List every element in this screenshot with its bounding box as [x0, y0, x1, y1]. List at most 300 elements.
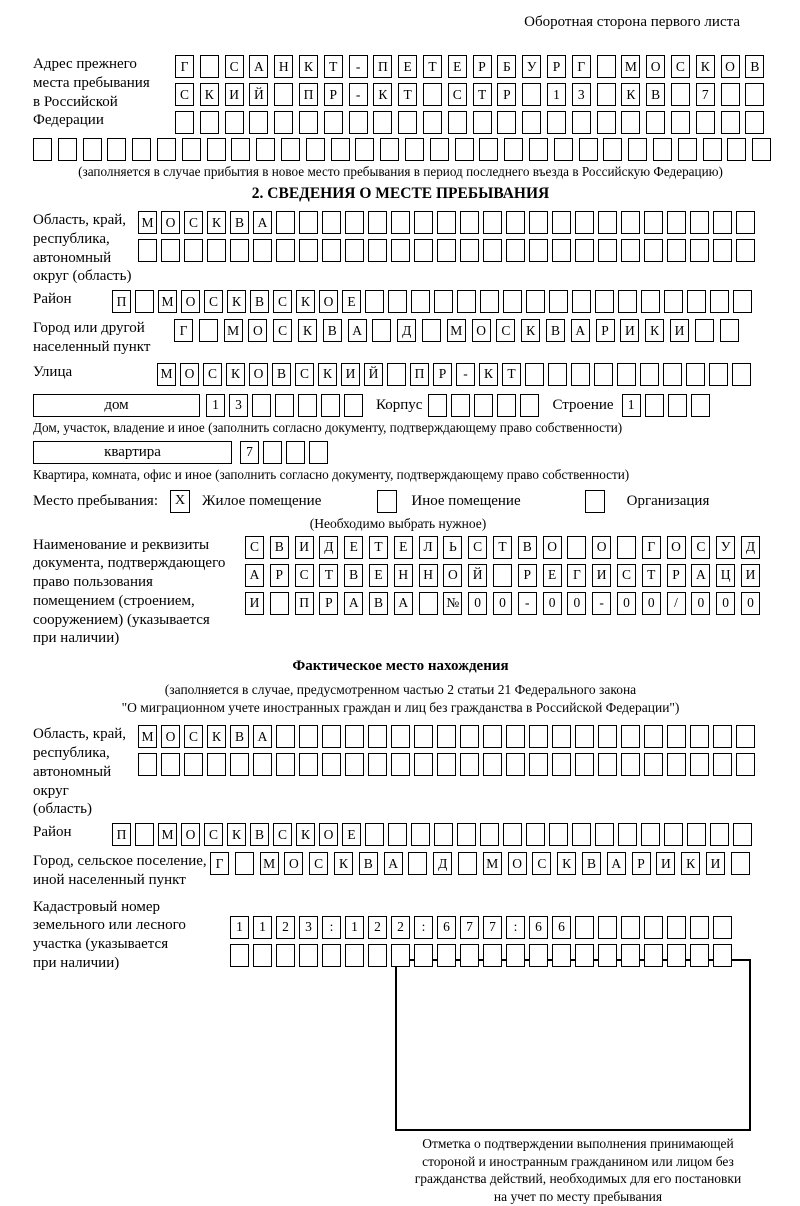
char-cell: [365, 290, 384, 313]
char-cell: [483, 753, 502, 776]
char-cell: К: [207, 211, 226, 234]
char-cell: П: [112, 290, 131, 313]
char-cell: Е: [394, 536, 413, 559]
char-cell: К: [207, 725, 226, 748]
char-cell: [667, 916, 686, 939]
char-cell: [721, 83, 740, 106]
char-cell: [618, 290, 637, 313]
char-cell: :: [322, 916, 341, 939]
char-cell: [373, 111, 392, 134]
char-cell: [200, 111, 219, 134]
char-cell: [597, 83, 616, 106]
char-cell: В: [546, 319, 565, 342]
document-row-2: [245, 564, 760, 587]
char-cell: [437, 944, 456, 967]
char-cell: С: [184, 725, 203, 748]
char-cell: [299, 239, 318, 262]
char-cell: [331, 138, 350, 161]
char-cell: И: [592, 564, 611, 587]
char-cell: [460, 944, 479, 967]
char-cell: [368, 239, 387, 262]
char-cell: О: [284, 852, 303, 875]
char-cell: [345, 211, 364, 234]
char-cell: [249, 111, 268, 134]
other-premises-checkbox: [377, 490, 397, 513]
char-cell: [479, 138, 498, 161]
char-cell: В: [518, 536, 537, 559]
char-cell: С: [245, 536, 264, 559]
char-cell: С: [295, 564, 314, 587]
char-cell: 3: [572, 83, 591, 106]
char-cell: С: [671, 55, 690, 78]
char-cell: [668, 394, 687, 417]
char-cell: [276, 944, 295, 967]
char-cell: Т: [398, 83, 417, 106]
char-cell: [572, 111, 591, 134]
char-cell: [736, 753, 755, 776]
char-cell: [552, 725, 571, 748]
char-cell: [437, 753, 456, 776]
char-cell: [575, 916, 594, 939]
char-cell: [745, 83, 764, 106]
char-cell: М: [158, 290, 177, 313]
char-cell: [571, 363, 590, 386]
char-cell: [388, 290, 407, 313]
char-cell: [572, 823, 591, 846]
char-cell: [460, 725, 479, 748]
char-cell: [667, 725, 686, 748]
char-cell: [617, 363, 636, 386]
char-cell: [391, 753, 410, 776]
char-cell: [276, 239, 295, 262]
char-cell: [184, 239, 203, 262]
street-row: [33, 363, 768, 386]
char-cell: О: [161, 725, 180, 748]
char-cell: В: [582, 852, 601, 875]
char-cell: [667, 211, 686, 234]
char-cell: Т: [642, 564, 661, 587]
char-cell: [548, 363, 567, 386]
char-cell: С: [448, 83, 467, 106]
char-cell: [621, 916, 640, 939]
char-cell: И: [741, 564, 760, 587]
char-cell: [506, 211, 525, 234]
char-cell: [598, 753, 617, 776]
char-cell: [690, 916, 709, 939]
char-cell: А: [571, 319, 590, 342]
char-cell: О: [319, 823, 338, 846]
char-cell: [720, 319, 739, 342]
char-cell: 2: [391, 916, 410, 939]
char-cell: [263, 441, 282, 464]
char-cell: [567, 536, 586, 559]
char-cell: М: [138, 725, 157, 748]
char-cell: И: [706, 852, 725, 875]
char-cell: 0: [741, 592, 760, 615]
apartment-caption: Квартира, комната, офис и иное (заполнить согласно документу, подтверждающему право собственности): [33, 466, 630, 482]
char-cell: [345, 725, 364, 748]
char-cell: [391, 944, 410, 967]
city-cells: [174, 319, 739, 342]
char-cell: [274, 111, 293, 134]
char-cell: П: [112, 823, 131, 846]
char-cell: 7: [483, 916, 502, 939]
char-cell: [664, 290, 683, 313]
char-cell: [235, 852, 254, 875]
char-cell: -: [518, 592, 537, 615]
char-cell: Т: [319, 564, 338, 587]
char-cell: А: [348, 319, 367, 342]
char-cell: М: [224, 319, 243, 342]
organization-checkbox: [585, 490, 605, 513]
char-cell: [667, 239, 686, 262]
other-premises-label: Иное помещение: [411, 492, 521, 509]
char-cell: Т: [502, 363, 521, 386]
city-row: [33, 319, 768, 357]
char-cell: [710, 290, 729, 313]
char-cell: [713, 916, 732, 939]
char-cell: [529, 725, 548, 748]
char-cell: [526, 823, 545, 846]
char-cell: [598, 239, 617, 262]
char-cell: У: [522, 55, 541, 78]
char-cell: [161, 753, 180, 776]
char-cell: [276, 753, 295, 776]
char-cell: [497, 111, 516, 134]
char-cell: [526, 290, 545, 313]
char-cell: К: [298, 319, 317, 342]
char-cell: [299, 111, 318, 134]
char-cell: В: [250, 290, 269, 313]
char-cell: [721, 111, 740, 134]
char-cell: Р: [324, 83, 343, 106]
char-cell: 2: [276, 916, 295, 939]
char-cell: Р: [667, 564, 686, 587]
char-cell: [618, 823, 637, 846]
char-cell: Й: [364, 363, 383, 386]
char-cell: [493, 564, 512, 587]
char-cell: [595, 290, 614, 313]
char-cell: [355, 138, 374, 161]
char-cell: Е: [344, 536, 363, 559]
char-cell: [480, 823, 499, 846]
char-cell: Й: [468, 564, 487, 587]
char-cell: [138, 239, 157, 262]
char-cell: В: [230, 725, 249, 748]
char-cell: А: [607, 852, 626, 875]
char-cell: К: [318, 363, 337, 386]
char-cell: М: [483, 852, 502, 875]
document-block: [33, 536, 768, 649]
actual-city-row: [33, 852, 768, 890]
char-cell: В: [344, 564, 363, 587]
char-cell: [460, 753, 479, 776]
actual-city-cells: [210, 852, 750, 875]
char-cell: И: [245, 592, 264, 615]
char-cell: О: [248, 319, 267, 342]
actual-location-note: (заполняется в случае, предусмотренном частью 2 статьи 21 Федерального закона "О миграционном учете иностранных граждан и лиц без гражданства в Российской Федерации"): [121, 682, 680, 716]
region-row-1: [138, 211, 755, 234]
residential-checkbox: X: [170, 490, 190, 513]
char-cell: [225, 111, 244, 134]
char-cell: [423, 111, 442, 134]
char-cell: [138, 753, 157, 776]
char-cell: О: [472, 319, 491, 342]
prev-address-row-2: [175, 83, 764, 106]
char-cell: И: [225, 83, 244, 106]
char-cell: [457, 290, 476, 313]
char-cell: М: [138, 211, 157, 234]
char-cell: О: [319, 290, 338, 313]
char-cell: М: [447, 319, 466, 342]
char-cell: [230, 944, 249, 967]
char-cell: Г: [642, 536, 661, 559]
char-cell: [411, 290, 430, 313]
char-cell: И: [341, 363, 360, 386]
char-cell: [525, 363, 544, 386]
char-cell: [506, 725, 525, 748]
char-cell: О: [181, 290, 200, 313]
char-cell: -: [349, 83, 368, 106]
char-cell: В: [250, 823, 269, 846]
char-cell: К: [645, 319, 664, 342]
char-cell: [322, 944, 341, 967]
char-cell: [256, 138, 275, 161]
char-cell: Г: [175, 55, 194, 78]
char-cell: [598, 944, 617, 967]
char-cell: [644, 239, 663, 262]
char-cell: :: [506, 916, 525, 939]
char-cell: [598, 211, 617, 234]
char-cell: С: [496, 319, 515, 342]
actual-district-row: [33, 823, 768, 846]
char-cell: О: [592, 536, 611, 559]
char-cell: [644, 725, 663, 748]
char-cell: У: [716, 536, 735, 559]
char-cell: [175, 111, 194, 134]
char-cell: [687, 290, 706, 313]
char-cell: Г: [567, 564, 586, 587]
char-cell: [713, 944, 732, 967]
char-cell: [687, 823, 706, 846]
char-cell: [252, 394, 271, 417]
char-cell: Г: [174, 319, 193, 342]
stamp-box: [395, 959, 751, 1131]
char-cell: В: [359, 852, 378, 875]
char-cell: С: [468, 536, 487, 559]
char-cell: [621, 725, 640, 748]
char-cell: Е: [398, 55, 417, 78]
char-cell: №: [443, 592, 462, 615]
char-cell: 0: [716, 592, 735, 615]
char-cell: 7: [460, 916, 479, 939]
char-cell: [299, 944, 318, 967]
char-cell: /: [667, 592, 686, 615]
char-cell: [529, 753, 548, 776]
actual-district-label: Район: [33, 824, 72, 841]
prev-address-label: Адрес прежнего места пребывания в Российской Федерации: [33, 56, 150, 129]
char-cell: :: [414, 916, 433, 939]
char-cell: М: [260, 852, 279, 875]
char-cell: К: [681, 852, 700, 875]
char-cell: К: [557, 852, 576, 875]
char-cell: Р: [497, 83, 516, 106]
char-cell: 0: [468, 592, 487, 615]
char-cell: [503, 290, 522, 313]
char-cell: [598, 725, 617, 748]
residential-label: Жилое помещение: [202, 492, 322, 509]
char-cell: М: [158, 823, 177, 846]
district-row: [33, 290, 768, 313]
page-header: Оборотная сторона первого листа: [524, 14, 740, 30]
char-cell: К: [521, 319, 540, 342]
char-cell: [713, 239, 732, 262]
char-cell: 0: [617, 592, 636, 615]
char-cell: [644, 916, 663, 939]
char-cell: Е: [448, 55, 467, 78]
char-cell: [135, 823, 154, 846]
char-cell: [690, 211, 709, 234]
char-cell: [522, 83, 541, 106]
char-cell: [733, 290, 752, 313]
char-cell: [664, 823, 683, 846]
char-cell: С: [273, 319, 292, 342]
char-cell: [182, 138, 201, 161]
char-cell: [552, 239, 571, 262]
char-cell: [480, 290, 499, 313]
cadastre-row-2: [230, 944, 732, 967]
char-cell: [107, 138, 126, 161]
char-cell: А: [245, 564, 264, 587]
char-cell: Т: [473, 83, 492, 106]
char-cell: [621, 753, 640, 776]
char-cell: [207, 239, 226, 262]
char-cell: К: [226, 363, 245, 386]
char-cell: 0: [543, 592, 562, 615]
char-cell: [132, 138, 151, 161]
char-cell: 1: [206, 394, 225, 417]
char-cell: [646, 111, 665, 134]
char-cell: Р: [433, 363, 452, 386]
char-cell: [276, 211, 295, 234]
apartment-row: [33, 441, 768, 464]
char-cell: [503, 823, 522, 846]
char-cell: [281, 138, 300, 161]
stay-type-hint: (Необходимо выбрать нужное): [309, 515, 487, 531]
char-cell: [200, 55, 219, 78]
char-cell: [422, 319, 441, 342]
char-cell: [253, 239, 272, 262]
char-cell: [678, 138, 697, 161]
char-cell: [349, 111, 368, 134]
char-cell: [552, 753, 571, 776]
char-cell: [344, 394, 363, 417]
char-cell: [575, 211, 594, 234]
char-cell: [322, 753, 341, 776]
char-cell: 3: [229, 394, 248, 417]
char-cell: О: [180, 363, 199, 386]
document-row-1: [245, 536, 760, 559]
char-cell: [408, 852, 427, 875]
char-cell: -: [349, 55, 368, 78]
char-cell: О: [646, 55, 665, 78]
char-cell: [695, 319, 714, 342]
char-cell: [368, 944, 387, 967]
char-cell: В: [272, 363, 291, 386]
char-cell: И: [656, 852, 675, 875]
char-cell: [437, 725, 456, 748]
char-cell: [388, 823, 407, 846]
char-cell: 6: [552, 916, 571, 939]
char-cell: В: [745, 55, 764, 78]
char-cell: Р: [632, 852, 651, 875]
char-cell: [628, 138, 647, 161]
stroenie-cells: [622, 394, 710, 417]
char-cell: П: [299, 83, 318, 106]
house-box: дом: [33, 394, 200, 417]
char-cell: А: [253, 211, 272, 234]
char-cell: [506, 753, 525, 776]
char-cell: 0: [493, 592, 512, 615]
char-cell: А: [253, 725, 272, 748]
char-cell: [667, 944, 686, 967]
char-cell: [554, 138, 573, 161]
char-cell: [391, 211, 410, 234]
char-cell: О: [667, 536, 686, 559]
char-cell: [641, 823, 660, 846]
char-cell: Д: [741, 536, 760, 559]
char-cell: В: [369, 592, 388, 615]
char-cell: Д: [397, 319, 416, 342]
char-cell: [621, 111, 640, 134]
char-cell: [671, 111, 690, 134]
char-cell: Н: [274, 55, 293, 78]
char-cell: [411, 823, 430, 846]
prev-address-row-3: [175, 111, 764, 134]
char-cell: [522, 111, 541, 134]
char-cell: В: [230, 211, 249, 234]
char-cell: [460, 239, 479, 262]
char-cell: [713, 211, 732, 234]
char-cell: [274, 83, 293, 106]
char-cell: [365, 823, 384, 846]
char-cell: [322, 239, 341, 262]
actual-location-title: Фактическое место нахождения: [292, 658, 509, 674]
char-cell: [595, 823, 614, 846]
char-cell: С: [532, 852, 551, 875]
char-cell: [686, 363, 705, 386]
char-cell: [549, 290, 568, 313]
char-cell: О: [181, 823, 200, 846]
char-cell: Е: [342, 823, 361, 846]
char-cell: О: [508, 852, 527, 875]
char-cell: М: [621, 55, 640, 78]
actual-region-row-1: [138, 725, 755, 748]
char-cell: [529, 211, 548, 234]
char-cell: [603, 138, 622, 161]
char-cell: [473, 111, 492, 134]
char-cell: Л: [419, 536, 438, 559]
char-cell: О: [443, 564, 462, 587]
char-cell: Т: [324, 55, 343, 78]
char-cell: [667, 753, 686, 776]
char-cell: С: [273, 823, 292, 846]
char-cell: А: [691, 564, 710, 587]
char-cell: О: [543, 536, 562, 559]
char-cell: [497, 394, 516, 417]
char-cell: С: [204, 290, 223, 313]
char-cell: [437, 211, 456, 234]
